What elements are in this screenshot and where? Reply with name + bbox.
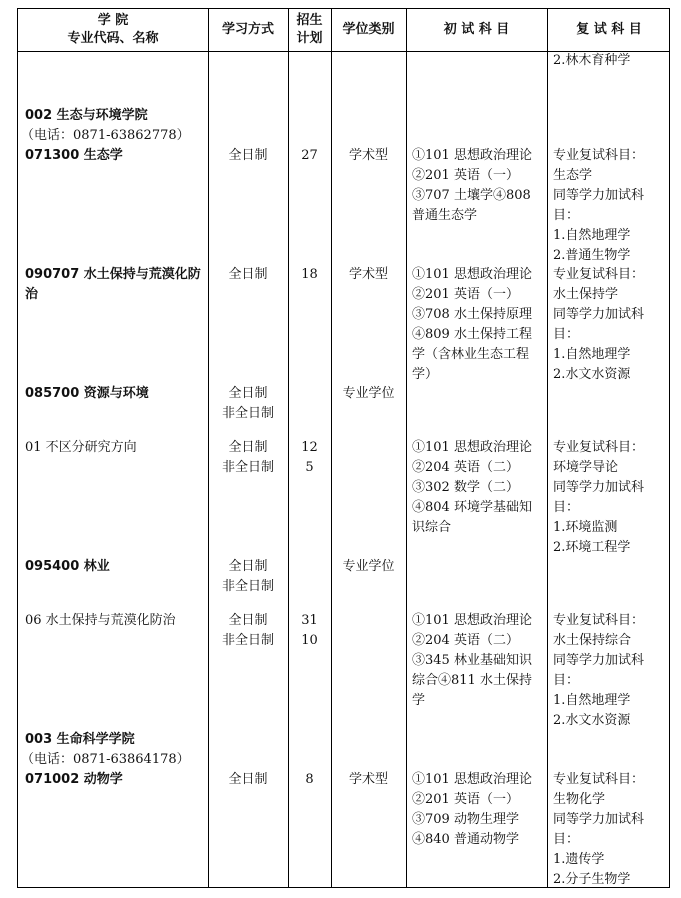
exam-subjects: ①101 思想政治理论 ②204 英语（二） ③302 数学（二） ④804 环境学基础知 识综合: [412, 440, 532, 535]
major-name: 095400 林业: [25, 559, 110, 574]
exam-subjects: ①101 思想政治理论 ②204 英语（二） ③345 林业基础知识 综合④811 水土保持 学: [412, 613, 532, 708]
retest-subjects: 专业复试科目： 水土保持学 同等学力加试科 目： 1.自然地理学 2.水文水资源: [553, 267, 645, 382]
col-divider: [406, 9, 407, 887]
retest-subjects: 专业复试科目： 水土保持综合 同等学力加试科 目： 1.自然地理学 2.水文水资源: [553, 613, 645, 728]
header-exam: 初 试 科 目: [443, 22, 510, 37]
exam-subjects: ①101 思想政治理论 ②201 英语（一） ③708 水土保持原理 ④809 水土保持工程 学（含林业生态工程 学）: [412, 267, 532, 382]
college-name: 002 生态与环境学院: [25, 108, 148, 123]
exam-subjects: ①101 思想政治理论 ②201 英语（一） ③707 土壤学④808 普通生态学: [412, 148, 532, 223]
study-mode: 全日制 非全日制: [221, 613, 274, 648]
retest-subjects: 专业复试科目： 生态学 同等学力加试科 目： 1.自然地理学 2.普通生物学: [553, 148, 645, 263]
col-divider: [331, 9, 332, 887]
major-name: 071300 生态学: [25, 148, 123, 163]
header-degree: 学位类别: [342, 22, 395, 37]
enrollment-plan: 18: [301, 267, 318, 282]
degree-type: 学术型: [348, 148, 388, 163]
degree-type: 专业学位: [342, 386, 395, 401]
direction-name: 06 水土保持与荒漠化防治: [25, 613, 176, 628]
college-name: 003 生命科学学院: [25, 732, 135, 747]
enrollment-plan: 8: [305, 772, 314, 787]
major-name: 090707 水土保持与荒漠化防 治: [25, 267, 201, 302]
header-college-label: 学 院: [97, 13, 129, 28]
header-major-label: 专业代码、名称: [67, 31, 159, 46]
retest-subjects: 专业复试科目： 环境学导论 同等学力加试科 目： 1.环境监测 2.环境工程学: [553, 440, 645, 555]
direction-name: 01 不区分研究方向: [25, 440, 137, 455]
study-mode: 全日制: [228, 267, 268, 282]
header-mode: 学习方式: [221, 22, 274, 37]
retest-subjects: 专业复试科目： 生物化学 同等学力加试科 目： 1.遗传学 2.分子生物学: [553, 772, 645, 887]
degree-type: 学术型: [348, 267, 388, 282]
major-name: 071002 动物学: [25, 772, 123, 787]
degree-type: 学术型: [348, 772, 388, 787]
header-college: [18, 9, 208, 51]
study-mode: 全日制: [228, 148, 268, 163]
study-mode: 全日制 非全日制: [221, 440, 274, 475]
enrollment-plan: 27: [301, 148, 318, 163]
major-name: 085700 资源与环境: [25, 386, 149, 401]
college-phone: （电话：0871-63862778）: [21, 128, 190, 143]
retest-carryover: 2.林木育种学: [553, 53, 631, 68]
enrollment-plan: 12 5: [301, 440, 318, 475]
college-phone: （电话：0871-63864178）: [21, 752, 190, 767]
enrollment-plan: 31 10: [301, 613, 318, 648]
degree-type: 专业学位: [342, 559, 395, 574]
study-mode: 全日制 非全日制: [221, 386, 274, 421]
exam-subjects: ①101 思想政治理论 ②201 英语（一） ③709 动物生理学 ④840 普通动物学: [412, 772, 532, 847]
col-divider: [547, 9, 548, 887]
header-retest: 复 试 科 目: [576, 22, 642, 37]
study-mode: 全日制 非全日制: [221, 559, 274, 594]
header-plan: 招生 计划: [296, 13, 323, 46]
study-mode: 全日制: [228, 772, 268, 787]
admissions-table: [17, 8, 670, 888]
